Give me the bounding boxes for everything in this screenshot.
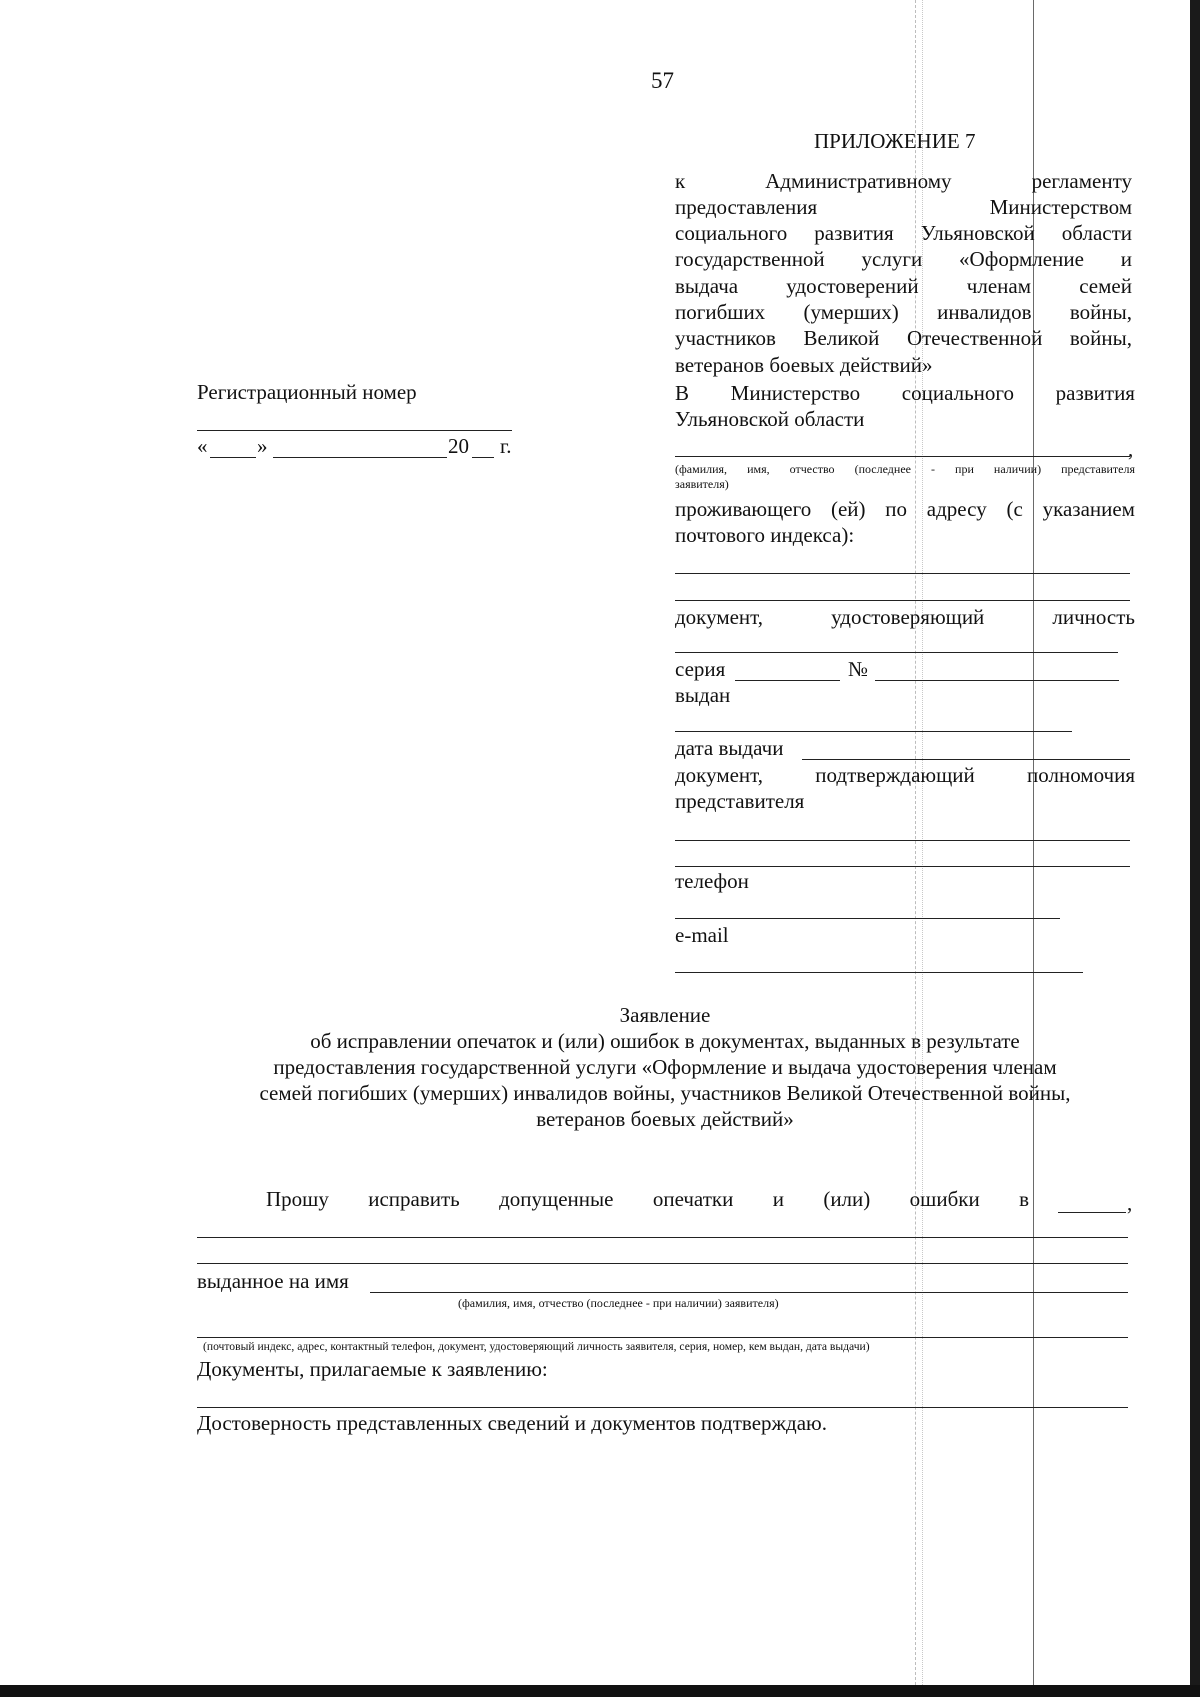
appendix-line: участников Великой Отечественной войны,	[675, 326, 1132, 350]
name-field-comma: ,	[1128, 437, 1134, 461]
authority-document-field[interactable]	[675, 866, 1130, 867]
registration-number-field[interactable]	[197, 430, 512, 431]
request-field[interactable]	[197, 1237, 1128, 1238]
appendix-line: выдача удостоверений членам семей	[675, 274, 1132, 298]
issued-by-field[interactable]	[675, 731, 1072, 732]
email-label: e-mail	[675, 923, 729, 947]
series-field[interactable]	[735, 680, 840, 681]
date-year-field[interactable]	[472, 457, 494, 458]
authority-document-label: документ, подтверждающий полномочия	[675, 763, 1135, 787]
id-document-label: документ, удостоверяющий личность	[675, 605, 1135, 629]
issued-to-label: выданное на имя	[197, 1269, 349, 1293]
appendix-title: ПРИЛОЖЕНИЕ 7	[814, 129, 976, 153]
applicant-contacts-field[interactable]	[197, 1337, 1128, 1338]
request-field[interactable]	[197, 1263, 1128, 1264]
appendix-line: предоставления Министерством	[675, 195, 1132, 219]
statement-line: предоставления государственной услуги «Оформление и выдача удостоверения членам	[273, 1055, 1057, 1079]
id-document-field[interactable]	[675, 652, 1118, 653]
appendix-line: социального развития Ульяновской области	[675, 221, 1132, 245]
applicant-name-caption: (фамилия, имя, отчество (последнее - при наличии) заявителя)	[458, 1296, 779, 1310]
addressee-ministry: В Министерство социального развития	[675, 381, 1135, 405]
representative-name-field[interactable]	[675, 456, 1130, 457]
appendix-line: погибших (умерших) инвалидов войны,	[675, 300, 1132, 324]
scan-edge	[0, 1685, 1200, 1697]
appendix-line: государственной услуги «Оформление и	[675, 247, 1132, 271]
issue-date-label: дата выдачи	[675, 736, 784, 760]
confirmation-text: Достоверность представленных сведений и документов подтверждаю.	[197, 1411, 827, 1435]
authority-document-label: представителя	[675, 789, 805, 813]
statement-line: ветеранов боевых действий»	[536, 1107, 794, 1131]
name-caption: (фамилия, имя, отчество (последнее - при наличии) представителя	[675, 462, 1135, 476]
date-year-suffix: г.	[500, 434, 512, 458]
issue-date-field[interactable]	[802, 759, 1130, 760]
page-number: 57	[651, 68, 674, 93]
addressee-region: Ульяновской области	[675, 407, 865, 431]
date-close-quote: »	[257, 434, 268, 458]
address-field[interactable]	[675, 600, 1130, 601]
phone-label: телефон	[675, 869, 749, 893]
date-year-prefix: 20	[448, 434, 469, 458]
appendix-line: ветеранов боевых действий»	[675, 353, 933, 377]
series-label: серия	[675, 657, 726, 681]
statement-line: об исправлении опечаток и (или) ошибок в документах, выданных в результате	[310, 1029, 1020, 1053]
appendix-line: к Административному регламенту	[675, 169, 1132, 193]
issued-label: выдан	[675, 683, 731, 707]
document-name-field[interactable]	[1058, 1212, 1126, 1213]
registration-label: Регистрационный номер	[197, 380, 417, 404]
request-comma: ,	[1127, 1191, 1133, 1215]
date-day-field[interactable]	[210, 457, 256, 458]
name-caption: заявителя)	[675, 477, 729, 491]
statement-heading: Заявление	[619, 1003, 711, 1027]
date-open-quote: «	[197, 434, 208, 458]
request-sentence: Прошу исправить допущенные опечатки и (или) ошибки в	[266, 1187, 1029, 1211]
date-month-field[interactable]	[273, 457, 447, 458]
address-field[interactable]	[675, 573, 1130, 574]
applicant-name-field[interactable]	[370, 1292, 1128, 1293]
attachments-field[interactable]	[197, 1407, 1128, 1408]
email-field[interactable]	[675, 972, 1083, 973]
scan-edge	[1190, 0, 1200, 1697]
number-field[interactable]	[875, 680, 1119, 681]
number-label: №	[848, 657, 869, 681]
attachments-label: Документы, прилагаемые к заявлению:	[197, 1357, 548, 1381]
address-label: почтового индекса):	[675, 523, 855, 547]
address-label: проживающего (ей) по адресу (с указанием	[675, 497, 1135, 521]
authority-document-field[interactable]	[675, 840, 1130, 841]
statement-line: семей погибших (умерших) инвалидов войны, участников Великой Отечественной войны,	[259, 1081, 1071, 1105]
phone-field[interactable]	[675, 918, 1060, 919]
applicant-contacts-caption: (почтовый индекс, адрес, контактный телефон, документ, удостоверяющий личность заявителя, серия, номер, кем выдан, дата выдачи)	[203, 1340, 870, 1353]
